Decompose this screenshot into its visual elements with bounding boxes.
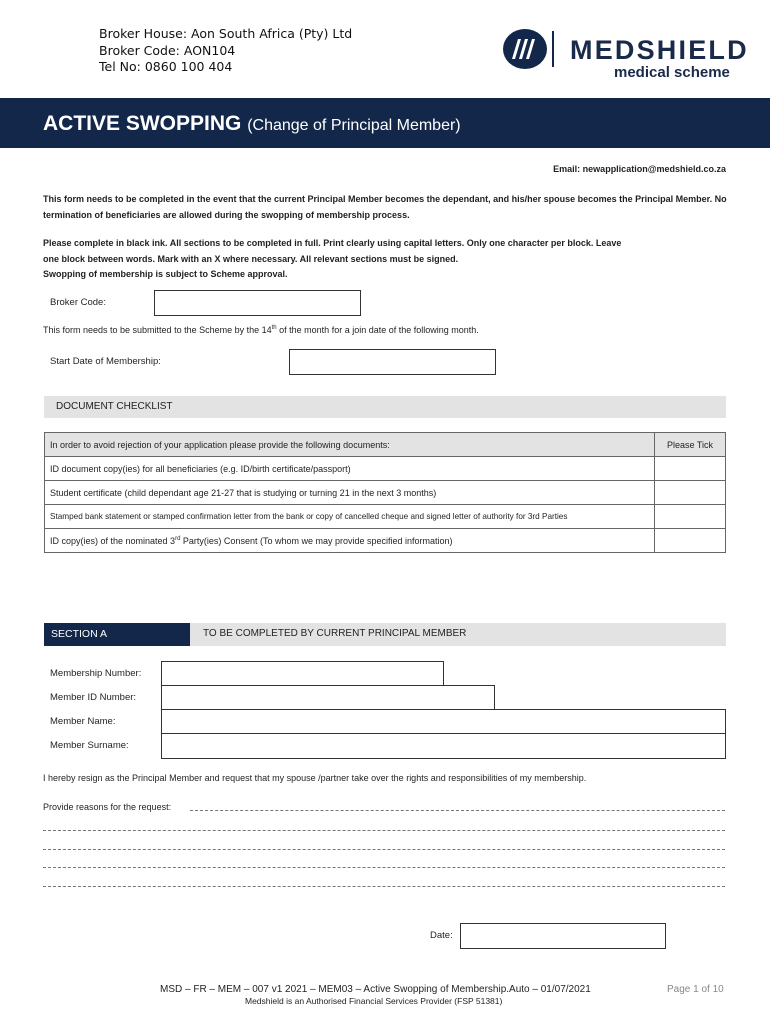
membership-number-field[interactable] — [161, 661, 444, 687]
date-field[interactable] — [460, 923, 666, 949]
logo-subtitle: medical scheme — [614, 64, 730, 81]
broker-code-field[interactable] — [154, 290, 361, 316]
start-date-label: Start Date of Membership: — [50, 356, 161, 367]
reasons-line[interactable] — [43, 830, 725, 831]
reasons-label: Provide reasons for the request: — [43, 802, 172, 812]
checklist-item-third-party-consent — [45, 529, 655, 553]
broker-tel: Tel No: 0860 100 404 — [99, 59, 233, 74]
tick-box-id-document[interactable] — [655, 457, 726, 481]
third-party-text: ID copy(ies) of the nominated 3 — [50, 535, 176, 546]
section-a-title: TO BE COMPLETED BY CURRENT PRINCIPAL MEMBER — [203, 628, 467, 639]
checklist-header-row — [45, 433, 726, 457]
start-date-field[interactable] — [289, 349, 496, 375]
date-label: Date: — [430, 930, 453, 941]
submission-note-sup: th — [271, 325, 277, 331]
broker-code-label: Broker Code: — [50, 297, 106, 308]
section-a-label: SECTION A — [51, 628, 108, 640]
logo-wordmark: MEDSHIELD — [570, 35, 749, 65]
third-party-text-end: Party(ies) Consent (To whom we may provide specified information) — [180, 535, 453, 546]
submission-note-text-end: of the month for a join date of the following month. — [276, 325, 479, 335]
page-title-main: ACTIVE SWOPPING — [43, 112, 242, 135]
tick-box-student-certificate[interactable] — [655, 481, 726, 505]
resign-statement: I hereby resign as the Principal Member and request that my spouse /partner take over the rights and responsibilities of my membership. — [43, 773, 587, 783]
checklist-item-student-certificate: Student certificate (child dependant age 21-27 that is studying or turning 21 in the next 3 months) — [45, 481, 655, 505]
footer-fsp-note: Medshield is an Authorised Financial Services Provider (FSP 51381) — [245, 996, 503, 1006]
instructions-line-3: Swopping of membership is subject to Scheme approval. — [43, 269, 288, 279]
instructions-line-2: one block between words. Mark with an X where necessary. All relevant sections must be signed. — [43, 253, 459, 264]
submission-note-text: This form needs to be submitted to the Scheme by the 14 — [43, 325, 272, 335]
reasons-line[interactable] — [43, 886, 725, 887]
broker-info — [99, 26, 352, 76]
footer-page-number: Page 1 of 10 — [667, 984, 724, 995]
broker-house: Broker House: Aon South Africa (Pty) Ltd — [99, 26, 353, 41]
document-checklist-table — [44, 432, 726, 553]
medshield-logo-icon — [502, 28, 558, 70]
checklist-item-id-document: ID document copy(ies) for all beneficiaries (e.g. ID/birth certificate/passport) — [45, 457, 655, 481]
reasons-line[interactable] — [43, 867, 725, 868]
submission-note — [43, 325, 479, 335]
checklist-header: In order to avoid rejection of your application please provide the following documents: — [45, 433, 655, 457]
footer-document-code: MSD – FR – MEM – 007 v1 2021 – MEM03 – Active Swopping of Membership.Auto – 01/07/2021 — [160, 984, 591, 995]
reasons-line[interactable] — [43, 849, 725, 850]
member-name-field[interactable] — [161, 709, 726, 735]
tick-box-third-party-consent[interactable] — [655, 529, 726, 553]
tick-box-bank-statement[interactable] — [655, 505, 726, 529]
broker-code-header: Broker Code: AON104 — [99, 42, 236, 58]
member-id-field[interactable] — [161, 685, 495, 711]
member-name-label: Member Name: — [50, 716, 116, 727]
instructions-line-1: Please complete in black ink. All sections to be completed in full. Print clearly using capital letters. Only one character per block. Leave — [43, 238, 622, 248]
page-title-sub: (Change of Principal Member) — [247, 117, 461, 134]
member-id-label: Member ID Number: — [50, 692, 137, 703]
contact-email: Email: newapplication@medshield.co.za — [553, 164, 726, 174]
table-row — [45, 457, 726, 481]
document-checklist-heading: DOCUMENT CHECKLIST — [56, 401, 173, 412]
page-title — [43, 112, 461, 136]
intro-paragraph-1: This form needs to be completed in the event that the current Principal Member becomes the dependant, and his/her spouse becomes the Principal Member. No termination of beneficiaries are allowed during the swopping of membership process. — [43, 194, 727, 220]
member-surname-label: Member Surname: — [50, 740, 129, 751]
table-row — [45, 481, 726, 505]
membership-number-label: Membership Number: — [50, 668, 142, 679]
please-tick-header: Please Tick — [655, 433, 726, 457]
intro-paragraph-2 — [43, 236, 733, 283]
reasons-line[interactable] — [190, 810, 725, 811]
checklist-item-bank-statement: Stamped bank statement or stamped confirmation letter from the bank or copy of cancelled cheque and signed letter of authority for 3rd Parties — [45, 505, 655, 529]
table-row — [45, 529, 726, 553]
third-party-sup: rd — [175, 535, 181, 542]
table-row — [45, 505, 726, 529]
member-surname-field[interactable] — [161, 733, 726, 759]
